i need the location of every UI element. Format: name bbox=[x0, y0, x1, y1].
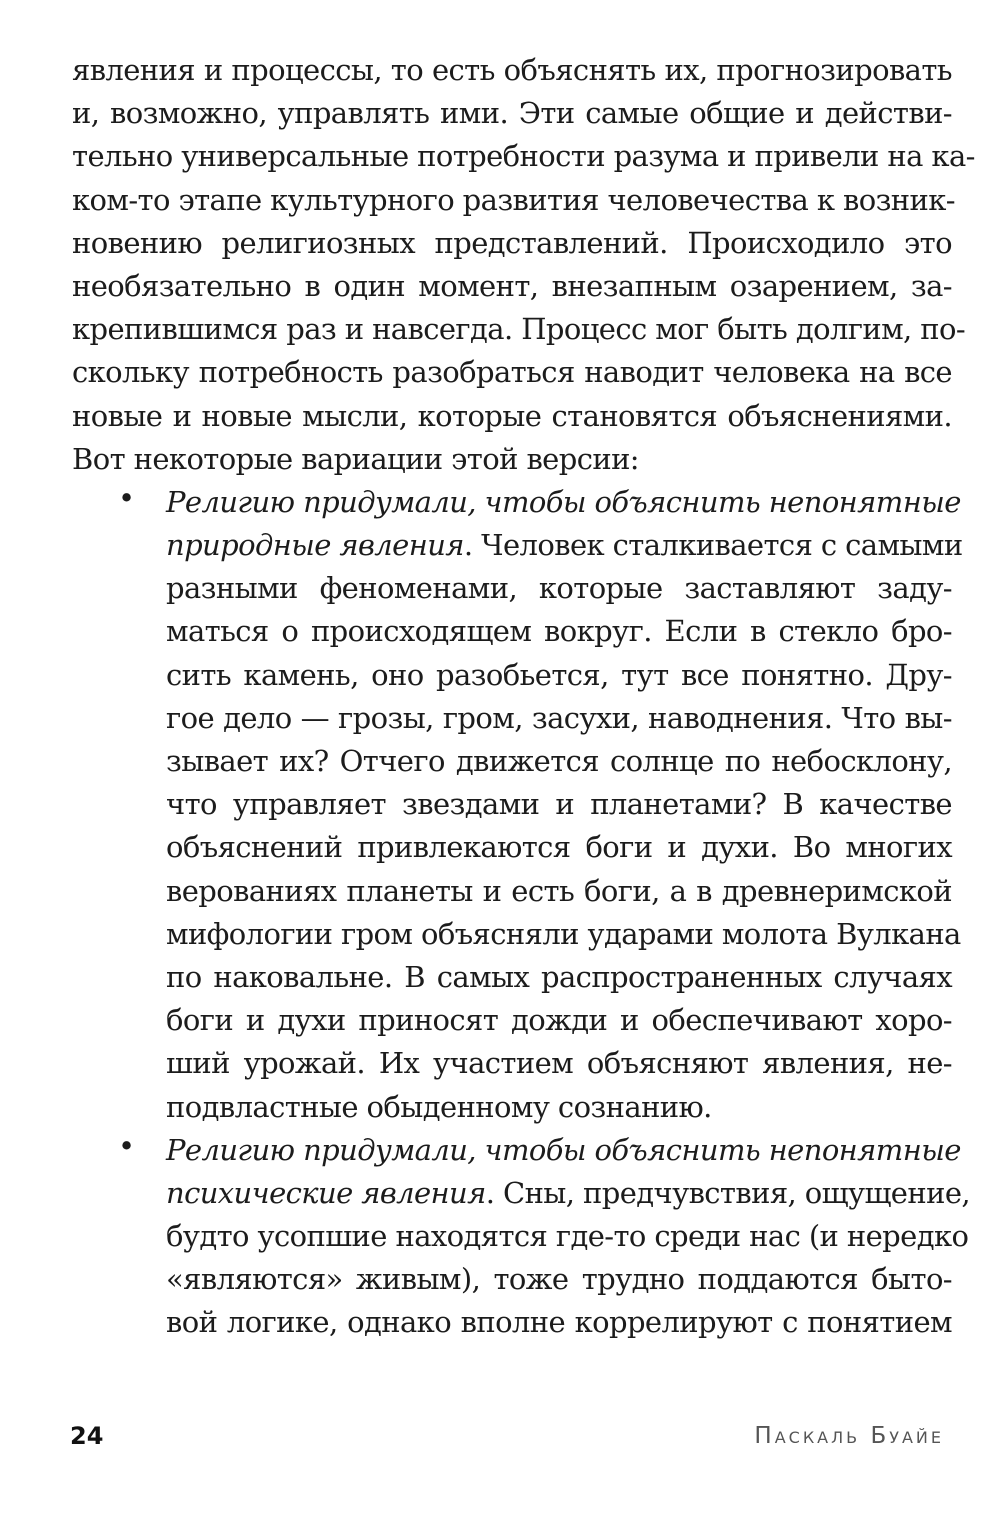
body-text bbox=[72, 49, 975, 1345]
text-line: объяснений привлекаются боги и духи. Во многих bbox=[166, 830, 952, 865]
text-line: что управляет звездами и планетами? В качестве bbox=[166, 787, 952, 822]
text-line: вой логике, однако вполне коррелируют с понятием bbox=[166, 1305, 952, 1340]
text-line: тельно универсальные потребности разума и привели на ка- bbox=[72, 139, 975, 174]
text-line: боги и духи приносят дожди и обеспечивают хоро- bbox=[166, 1003, 952, 1038]
text-line: ший урожай. Их участием объясняют явления, не- bbox=[166, 1046, 952, 1081]
italic-heading: природные явления bbox=[166, 528, 464, 563]
text-line: крепившимся раз и навсегда. Процесс мог быть долгим, по- bbox=[72, 312, 966, 347]
text-line: природные явления. Человек сталкивается с самыми bbox=[166, 528, 963, 563]
text-line: «являются» живым), тоже трудно поддаются быто- bbox=[166, 1262, 952, 1297]
text-line: явления и процессы, то есть объяснять их, прогнозировать bbox=[72, 53, 952, 87]
text-line: гое дело — грозы, гром, засухи, наводнения. Что вы- bbox=[166, 700, 952, 735]
text-line: зывает их? Отчего движется солнце по небосклону, bbox=[166, 744, 952, 778]
text-line: психические явления. Сны, предчувствия, ощущение, bbox=[166, 1175, 971, 1210]
text-line: маться о происходящем вокруг. Если в стекло бро- bbox=[166, 614, 952, 649]
text-line: верованиях планеты и есть боги, а в древнеримской bbox=[166, 873, 952, 908]
italic-heading: Религию придумали, чтобы объяснить непонятные bbox=[166, 484, 961, 519]
text-line: будто усопшие находятся где-то среди нас (и нередко bbox=[166, 1219, 969, 1254]
italic-heading: психические явления bbox=[166, 1175, 486, 1210]
bullet-item-psychic-phenomena bbox=[72, 1128, 971, 1345]
text-line: новению религиозных представлений. Происходило это bbox=[72, 225, 952, 260]
italic-heading: Религию придумали, чтобы объяснить непонятные bbox=[166, 1132, 961, 1167]
text-line: ком-то этапе культурного развития человечества к возник- bbox=[72, 182, 955, 217]
text-line: сить камень, оно разобьется, тут все понятно. Дру- bbox=[166, 657, 952, 692]
running-head-author: Паскаль Буайе bbox=[754, 1423, 944, 1449]
text-line: Вот некоторые вариации этой версии: bbox=[72, 441, 639, 476]
text-line: разными феноменами, которые заставляют заду- bbox=[166, 571, 952, 606]
text-line: по наковальне. В самых распространенных случаях bbox=[166, 959, 952, 994]
text-line: новые и новые мысли, которые становятся объяснениями. bbox=[72, 398, 952, 433]
page-number: 24 bbox=[70, 1422, 104, 1450]
text-line: мифологии гром объясняли ударами молота Вулкана bbox=[166, 916, 961, 951]
bullet-marker: • bbox=[118, 1128, 135, 1163]
text-line bbox=[72, 481, 961, 524]
bullet-item-natural-phenomena bbox=[72, 480, 963, 1129]
text-line: скольку потребность разобраться наводит человека на все bbox=[72, 355, 952, 390]
page-footer bbox=[0, 1418, 1000, 1458]
text-line: и, возможно, управлять ими. Эти самые общие и действи- bbox=[72, 96, 952, 131]
bullet-marker: • bbox=[118, 480, 135, 515]
text-line: подвластные обыденному сознанию. bbox=[166, 1089, 712, 1124]
text-line bbox=[72, 1129, 961, 1172]
text-line: необязательно в один момент, внезапным озарением, за- bbox=[72, 268, 952, 303]
